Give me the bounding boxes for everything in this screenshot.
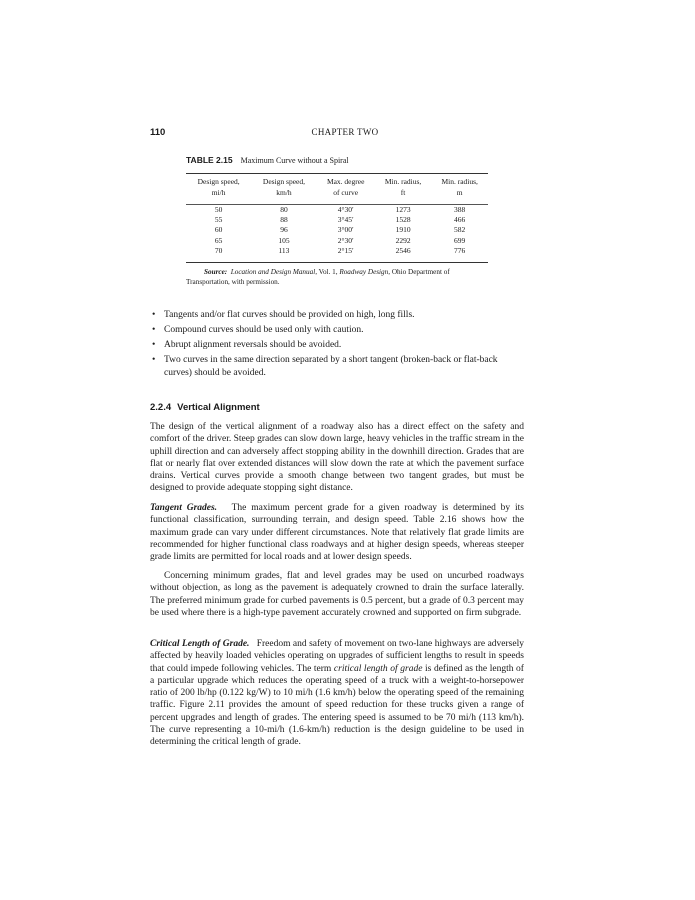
minimum-grades-paragraph: Concerning minimum grades, flat and level grades may be used on uncurbed roadways without objection, as long as the pavement is adequately crowned to drain the surface laterally. The preferred minimum grade for curbed pavements is 0.5 percent, but a grade of 0.3 percent may be used where there is a high-type pavement accurately crowned and supported on firm subgrade. xyxy=(150,571,524,618)
section-heading xyxy=(150,402,260,413)
table-cell: 60 xyxy=(214,225,223,235)
table-source-note xyxy=(186,267,488,287)
table-cell: 2°15′ xyxy=(337,245,354,255)
table-cell: 2°30′ xyxy=(337,235,354,245)
section-title: Vertical Alignment xyxy=(177,402,260,413)
table-cell: 88 xyxy=(280,215,288,225)
col-unit: ft xyxy=(400,188,406,197)
curve-table xyxy=(186,174,488,262)
source-rest: , Ohio Department of Transportation, with permission. xyxy=(186,268,450,287)
source-label: Source: xyxy=(204,268,228,277)
table-caption xyxy=(186,155,488,165)
list-item: • Two curves in the same direction separated by a short tangent (broken-back or flat-back curves) should be avoided. xyxy=(152,355,498,378)
table-cell: 55 xyxy=(214,215,223,225)
table-cell: 70 xyxy=(214,245,223,255)
table-cell: 2292 xyxy=(395,235,411,245)
table-cell: 4°30′ xyxy=(337,205,354,214)
table-cell: 3°45′ xyxy=(337,215,354,225)
critical-body-2: is defined as the length of a particular upgrade which reduces the operating speed of a truck with a weight-to-horsepower ratio of 200 lb/hp (0.122 kg/W) to 10 mi/h (1.6 km/h) below the operating speed of the remaining traffic. Figure 2.11 provides the amount of speed reduction for these trucks given a range of percent upgrades and length of grades. The entering speed is assumed to be 70 mi/h (113 km/h). The curve representing a 10-mi/h (1.6-km/h) reduction is the design guideline to be used in determining the critical length of grade. xyxy=(150,663,524,748)
table-row xyxy=(186,205,488,215)
table-cell: 2546 xyxy=(395,245,411,255)
col-unit: km/h xyxy=(276,188,292,197)
tangent-grades-paragraph xyxy=(150,502,524,563)
table-cell: 50 xyxy=(214,205,223,214)
bullet-list xyxy=(150,309,524,382)
page-number: 110 xyxy=(150,127,166,138)
table-cell: 105 xyxy=(278,235,290,245)
source-title: Location and Design Manual xyxy=(230,268,316,277)
table-row xyxy=(186,215,488,225)
table-cell: 388 xyxy=(454,205,466,214)
col-unit: mi/h xyxy=(211,188,226,197)
list-item: • Tangents and/or flat curves should be provided on high, long fills. xyxy=(152,310,415,320)
table-row xyxy=(186,236,488,246)
table-cell: 1910 xyxy=(395,225,411,235)
col-header: Min. radius, xyxy=(384,177,422,186)
table-cell: 65 xyxy=(214,235,223,245)
table-cell: 582 xyxy=(454,225,466,235)
list-item: • Abrupt alignment reversals should be avoided. xyxy=(152,340,342,350)
table-cell: 776 xyxy=(454,245,466,255)
table-cell: 1273 xyxy=(395,205,411,214)
table-number: TABLE 2.15 xyxy=(186,155,233,165)
chapter-title: CHAPTER TWO xyxy=(311,127,379,137)
table-bottom-rule xyxy=(186,262,488,263)
bullet-icon: • xyxy=(152,310,156,320)
bullet-icon: • xyxy=(152,355,156,365)
col-header: Max. degree xyxy=(326,177,365,186)
intro-paragraph: The design of the vertical alignment of a roadway also has a direct effect on the safety and comfort of the driver. Steep grades can slow down large, heavy vehicles in the traffic stream in the uphill direction and can adversely affect stopping ability in the downhill direction. Grades that are flat or nearly flat over extended distances will slow down the rate at which the pavement surface drains. Vertical curves provide a smooth change between two tangent grades, but must be designed to provide adequate stopping sight distance. xyxy=(150,422,524,494)
bullet-icon: • xyxy=(152,340,156,350)
table-cell: 699 xyxy=(454,235,466,245)
table-cell: 113 xyxy=(278,245,290,255)
bullet-icon: • xyxy=(152,325,156,335)
critical-length-paragraph xyxy=(150,638,524,749)
critical-body-1: Freedom and safety of movement on two-lane highways are adversely affected by heavily loaded vehicles operating on upgrades of sufficient lengths to result in speeds that could impede following vehicles. The term xyxy=(150,639,524,674)
list-item: • Compound curves should be used only with caution. xyxy=(152,325,364,335)
col-header: Design speed, xyxy=(197,177,240,186)
table-cell: 3°00′ xyxy=(337,225,354,235)
col-unit: m xyxy=(456,188,463,197)
critical-length-heading: Critical Length of Grade. xyxy=(150,639,250,649)
table-row xyxy=(186,225,488,235)
table-cell: 80 xyxy=(280,205,288,214)
table-title: Maximum Curve without a Spiral xyxy=(240,156,349,165)
tangent-grades-heading: Tangent Grades. xyxy=(150,503,218,513)
col-header: Min. radius, xyxy=(441,177,478,186)
tangent-grades-body: The maximum percent grade for a given roadway is determined by its functional classification, surrounding terrain, and design speed. Table 2.16 shows how the maximum grade can vary under different circumstances. Note that relatively flat grade limits are recommended for higher functional class roadways and at higher design speeds, whereas steeper grade limits are permitted for local roads and at lower design speeds. xyxy=(150,503,525,563)
table-cell: 96 xyxy=(280,225,288,235)
running-header xyxy=(150,127,540,141)
source-subtitle: Roadway Design xyxy=(339,268,389,277)
col-unit: of curve xyxy=(333,188,359,197)
source-mid: , Vol. 1, xyxy=(315,268,340,277)
col-header: Design speed, xyxy=(262,177,305,186)
table-cell: 1528 xyxy=(395,215,411,225)
table-cell: 466 xyxy=(454,215,466,225)
section-number: 2.2.4 xyxy=(150,402,172,413)
table-2-15 xyxy=(186,155,488,287)
critical-term: critical length of grade xyxy=(333,663,423,674)
table-row xyxy=(186,246,488,262)
